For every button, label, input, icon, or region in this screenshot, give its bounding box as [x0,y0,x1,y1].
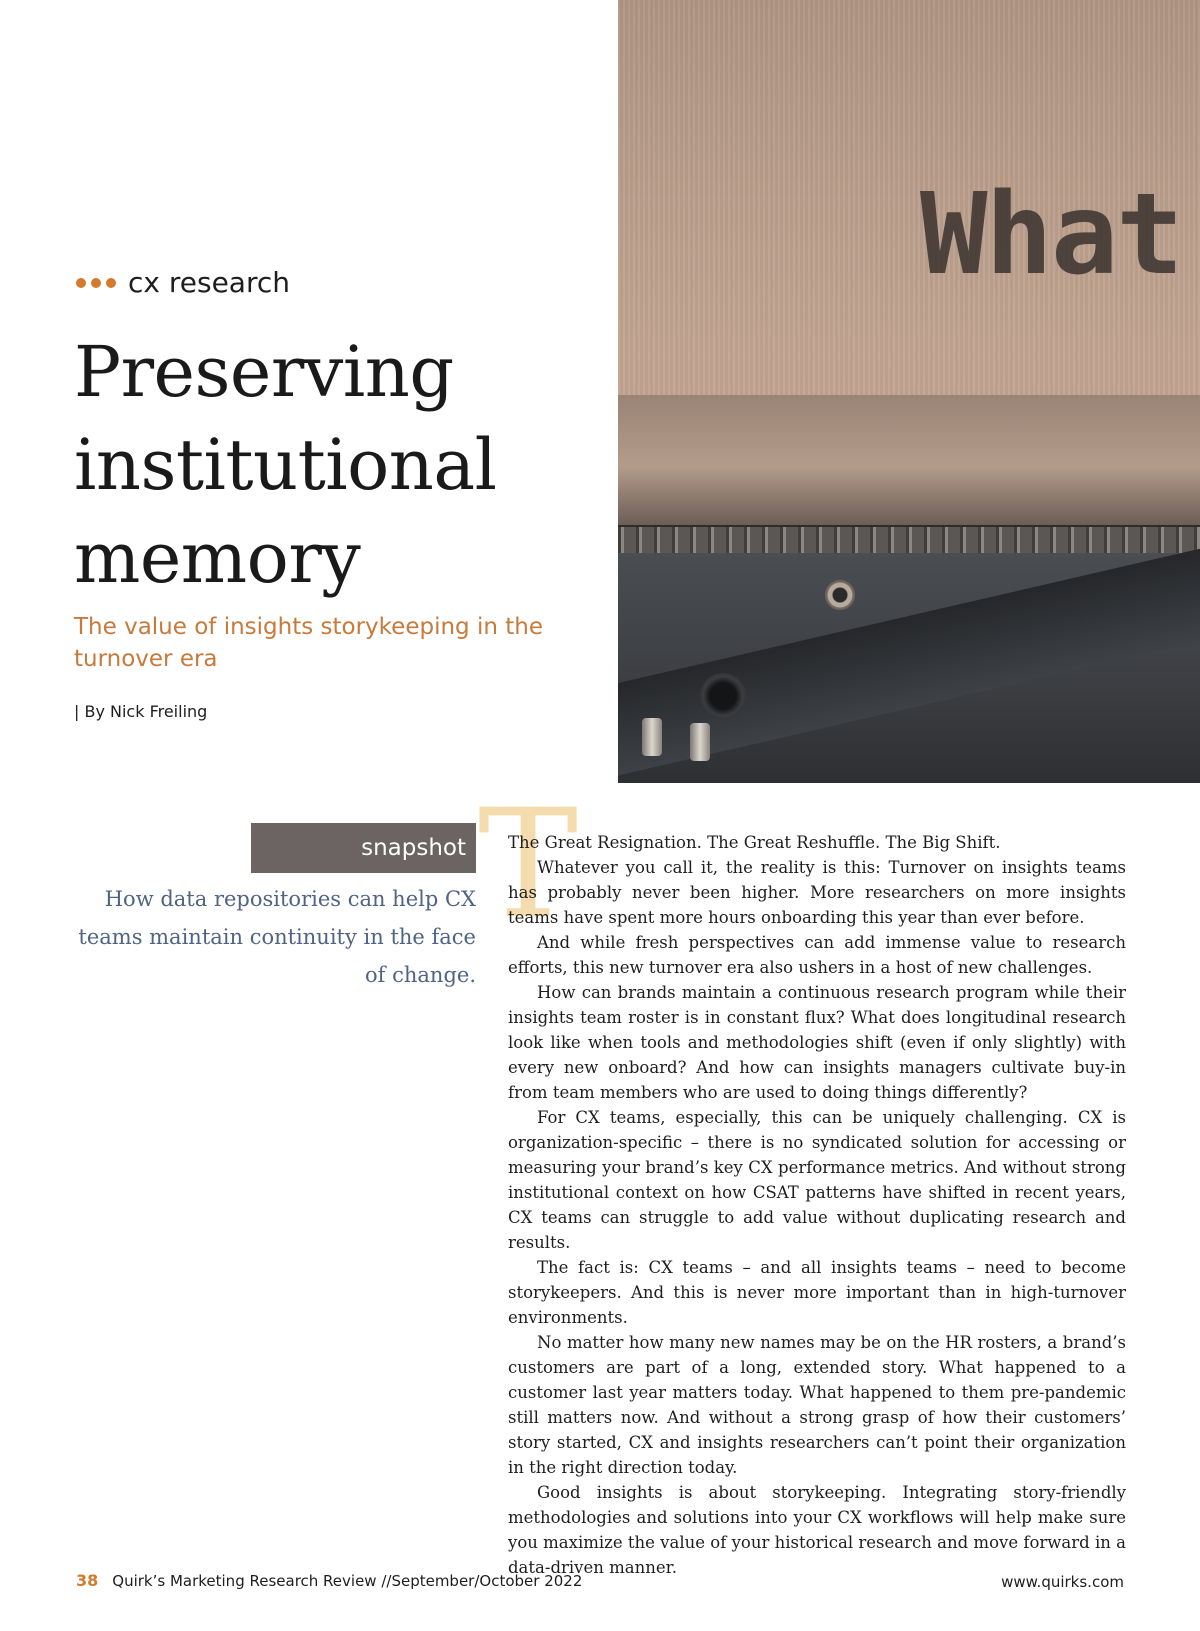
footer-url[interactable]: www.quirks.com [1001,1573,1124,1591]
paragraph: How can brands maintain a continuous research program while their insights team roster is in constant flux? What does longitudinal research look like when tools and methodologies shift (even if only slightly) with every new onboard? And how can insights managers cultivate buy-in from team members who are used to doing things differently? [508,983,1126,1102]
knob [642,718,662,756]
footer-folio [76,1571,582,1590]
section-tag [76,266,290,299]
typewriter-photo [618,0,1200,783]
publication-name: Quirk’s Marketing Research Review //September/October 2022 [112,1572,583,1590]
paragraph: And while fresh perspectives can add immense value to research efforts, this new turnover era also ushers in a host of new challenges. [508,933,1126,977]
snapshot-text: How data repositories can help CX teams maintain continuity in the face of change. [78,887,476,987]
drop-cap: T [478,778,579,952]
headline-line: Preserving [74,331,454,413]
paragraph: Good insights is about storykeeping. Integrating story-friendly methodologies and solutions into your CX workflows will help make sure you maximize the value of your historical research and move forward in a data-driven manner. [508,1483,1126,1577]
knob [690,723,710,761]
page-number: 38 [76,1571,99,1590]
dots-icon [76,278,116,288]
section-label: cx research [128,266,290,299]
paragraph: No matter how many new names may be on the HR rosters, a brand’s customers are part of a long, extended story. What happened to a customer last year matters today. What happened to them pre-pandemic still matters now. And without a strong grasp of how their customers’ story started, CX and insights researchers can’t point their organization in the right direction today. [508,1333,1126,1477]
headline [74,326,594,605]
byline: | By Nick Freiling [74,702,208,721]
paper-guide-teeth [618,525,1200,555]
paper-edge [618,395,1200,525]
paragraph: For CX teams, especially, this can be uniquely challenging. CX is organization-specific – there is no syndicated solution for accessing or measuring your brand’s key CX performance metrics. And without strong institutional context on how CSAT patterns have shifted in recent years, CX teams can struggle to add value without duplicating research and results. [508,1108,1126,1252]
headline-line: institutional [74,424,497,506]
snapshot-label: snapshot [251,823,476,873]
paragraph: The Great Resignation. The Great Reshuffle. The Big Shift. [508,833,1001,852]
headline-line: memory [74,517,361,599]
article-body [508,830,1126,1580]
typed-word: What [920,170,1182,300]
eyelet [825,580,855,610]
dek: The value of insights storykeeping in the turnover era [74,614,543,672]
paragraph: Whatever you call it, the reality is this: Turnover on insights teams has probably never been higher. More researchers on more insights teams have spent more hours onboarding this year than ever before. [508,858,1126,927]
paragraph: The fact is: CX teams – and all insights teams – need to become storykeepers. And this is never more important than in high-turnover environments. [508,1258,1126,1327]
wheel [700,673,746,719]
